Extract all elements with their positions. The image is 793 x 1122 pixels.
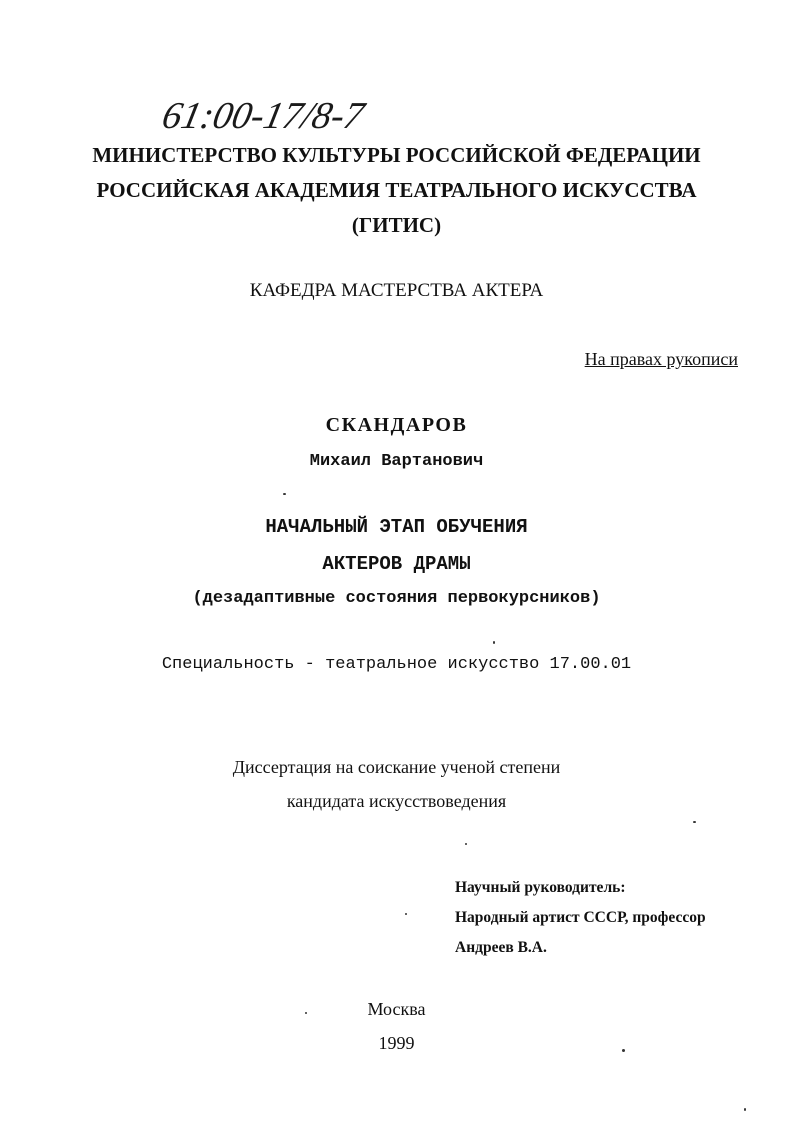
thesis-subtitle: (дезадаптивные состояния первокурсников) xyxy=(192,589,601,608)
year: 1999 xyxy=(378,1033,415,1053)
degree-line2: кандидата искусствоведения xyxy=(286,791,507,811)
specialty: Специальность - театральное искусство 17.00.01 xyxy=(161,655,632,674)
manuscript-rights: На правах рукописи xyxy=(584,349,738,369)
supervisor-name: Андреев В.А. xyxy=(455,939,547,956)
place: Москва xyxy=(367,999,426,1019)
scan-speck xyxy=(744,1108,746,1111)
scan-speck xyxy=(305,1012,307,1014)
academy-name: РОССИЙСКАЯ АКАДЕМИЯ ТЕАТРАЛЬНОГО ИСКУССТВА xyxy=(96,178,697,202)
handwritten-code-drawing xyxy=(160,92,460,142)
handwritten-code xyxy=(160,92,460,142)
handwritten-code-text: 61:00-17/8-7 xyxy=(160,95,368,137)
scan-speck xyxy=(622,1049,625,1052)
degree-line1: Диссертация на соискание ученой степени xyxy=(232,757,561,777)
department-name: КАФЕДРА МАСТЕРСТВА АКТЕРА xyxy=(249,280,544,301)
scan-speck xyxy=(465,843,467,845)
academy-abbreviation: (ГИТИС) xyxy=(351,213,442,237)
author-surname: СКАНДАРОВ xyxy=(325,414,468,436)
author-given-names: Михаил Вартанович xyxy=(309,452,484,471)
thesis-title-line2: АКТЕРОВ ДРАМЫ xyxy=(322,553,471,575)
supervisor-title: Народный артист СССР, профессор xyxy=(455,909,706,926)
scan-speck xyxy=(693,821,696,823)
ministry-name: МИНИСТЕРСТВО КУЛЬТУРЫ РОССИЙСКОЙ ФЕДЕРАЦИИ xyxy=(92,143,701,167)
thesis-title-line1: НАЧАЛЬНЫЙ ЭТАП ОБУЧЕНИЯ xyxy=(265,516,528,538)
supervisor-label: Научный руководитель: xyxy=(455,879,626,896)
scan-speck xyxy=(493,641,495,644)
scan-speck xyxy=(405,913,407,915)
scan-speck xyxy=(283,493,286,495)
